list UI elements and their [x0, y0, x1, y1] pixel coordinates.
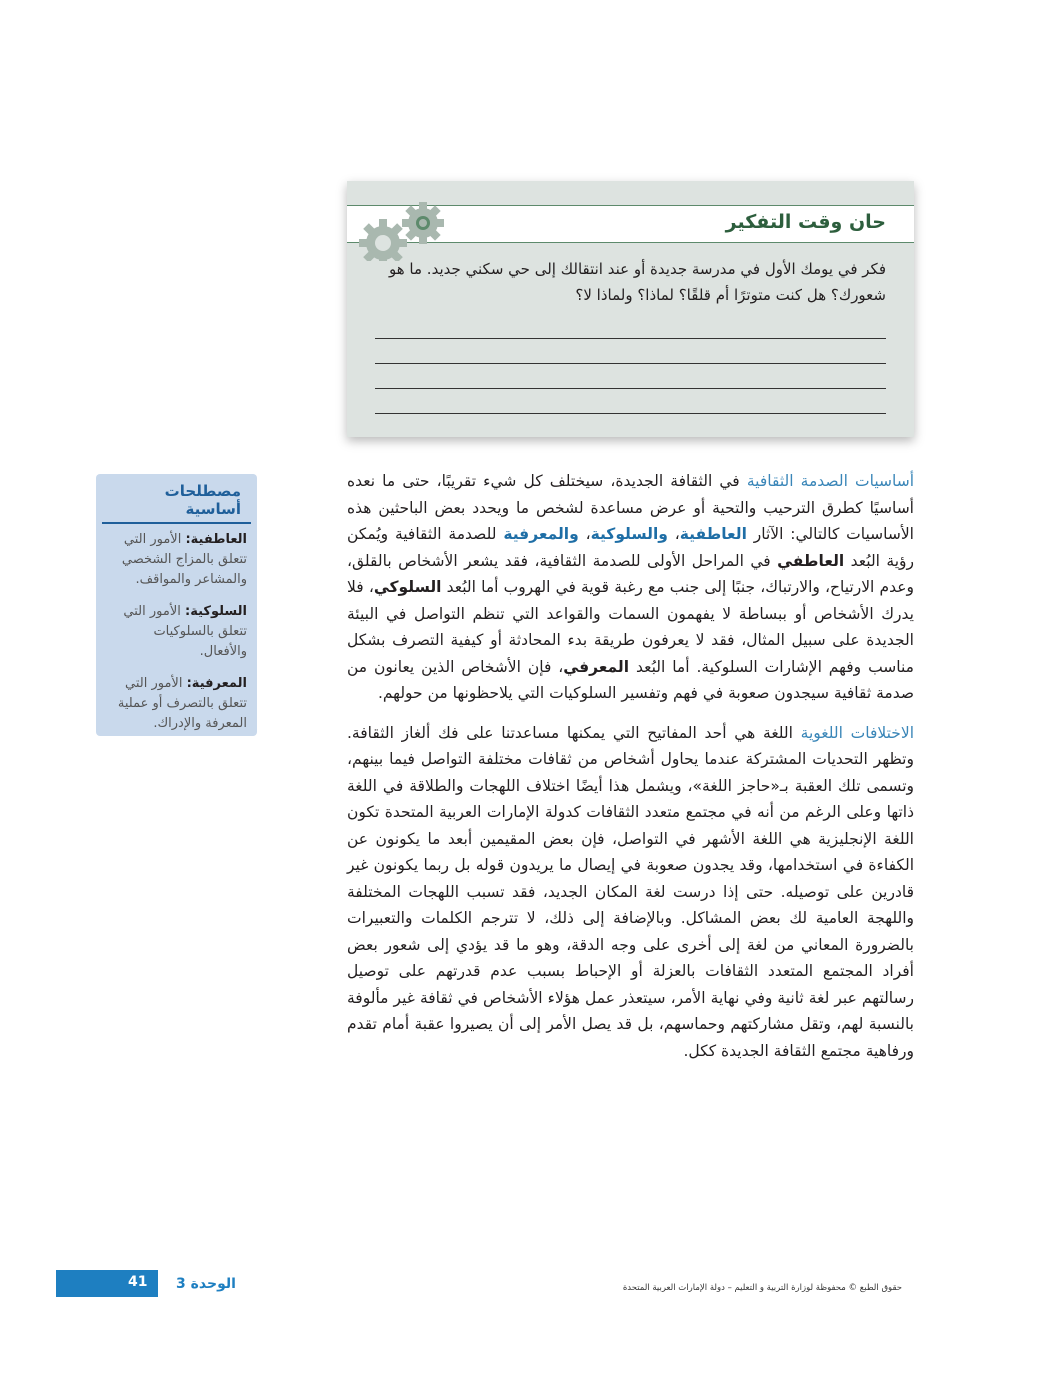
- term-cognitive: والمعرفية: [503, 525, 579, 543]
- term-emotional: العاطفية: [679, 525, 747, 543]
- glossary-item: المعرفية: الأمور التي تتعلق بالتصرف أو عملية المعرفة والإدراك.: [117, 676, 247, 731]
- page-number: 41: [128, 1274, 148, 1290]
- copyright-notice: حقوق الطبع © محفوظة لوزارة التربية و التعليم – دولة الإمارات العربية المتحدة: [622, 1283, 902, 1293]
- section-heading-language: الاختلافات اللغوية: [800, 723, 915, 742]
- glossary-item: السلوكية: الأمور التي تتعلق بالسلوكيات والأفعال.: [123, 604, 247, 659]
- term-behavioral: والسلوكية: [590, 525, 668, 543]
- paragraph-culture-shock: أساسيات الصدمة الثقافية في الثقافة الجديدة، سيختلف كل شيء تقريبًا، حتى ما نعده أساسيًا كطرق الترحيب والتحية أو عرض مساعدة لشخص ما ويحدد بعض الباحثين هذه الأساسيات كالتالي: الآثار العاطفية، والسلوكية، والمعرفية للصدمة الثقافية ويُمكن رؤية البُعد العاطفي في المراحل الأولى للصدمة الثقافية، فقد يشعر الأشخاص بالقلق، وعدم الارتياح، والارتباك، جنبًا إلى جنب مع رغبة قوية في الهروب أما البُعد السلوكي، فلا يدرك الأشخاص أو ببساطة لا يفهمون السمات والقواعد التي تنظم التواصل في البيئة الجديدة على سبيل المثال، فقد لا يعرفون طريقة بدء المحادثة أو كيفية التصرف بشكل مناسب وفهم الإشارات السلوكية. أما البُعد المعرفي، فإن الأشخاص الذين يعانون من صدمة ثقافية سيجدون صعوبة في فهم وتفسير السلوكيات التي يلاحظونها من حولهم.: [347, 472, 914, 702]
- main-text: [347, 468, 914, 1077]
- thinking-box-title: حان وقت التفكير: [725, 211, 886, 233]
- thinking-box: [347, 181, 914, 437]
- key-terms-title: مصطلحات أساسية: [102, 474, 251, 524]
- key-terms-sidebar: [96, 474, 257, 736]
- paragraph-language-differences: الاختلافات اللغوية اللغة هي أحد المفاتيح التي يمكنها مساعدتنا على فك ألغاز الثقافة. وتظهر التحديات المشتركة عندما يحاول أشخاص من ثقافات مختلفة التواصل فيما بينهم، وتسمى تلك العقبة بـ«حاجز اللغة»، ويشمل هذا أيضًا اختلاف اللهجات والطلاقة في اللغة ذاتها وعلى الرغم من أنه في مجتمع متعدد الثقافات كدولة الإمارات العربية المتحدة تكون اللغة الإنجليزية هي اللغة الأشهر في التواصل، فإن بعض المقيمين أبعد ما يكونون عن الكفاءة في استخدامها، وقد يجدون صعوبة في إيصال ما يريدون قوله بل ربما يكونون غير قادرين على توصيله. حتى إذا درست لغة المكان الجديد، فقد تسبب اللهجات المختلفة واللهجة العامية لك بعض المشاكل. وبالإضافة إلى ذلك، لا تترجم الكلمات والتعبيرات بالضرورة المعاني من لغة إلى أخرى على وجه الدقة، وهو ما قد يؤدي إلى شعور بعض أفراد المجتمع المتعدد الثقافات بالعزلة أو الإحباط بسبب عدم قدرتهم على توصيل رسالتهم عبر لغة ثانية وفي نهاية الأمر، سيتعذر عمل هؤلاء الأشخاص في ثقافة غير مألوفة بالنسبة لهم، وتقل مشاركتهم وحماسهم، بل قد يصل الأمر إلى أن يصيروا عقبة أمام تقدم ورفاهية مجتمع الثقافة الجديدة ككل.: [347, 723, 915, 1060]
- answer-line[interactable]: [375, 338, 886, 339]
- answer-line[interactable]: [375, 413, 886, 414]
- answer-line[interactable]: [375, 363, 886, 364]
- unit-label: الوحدة 3: [176, 1276, 236, 1292]
- glossary-item: العاطفية: الأمور التي تتعلق بالمزاج الشخصي والمشاعر والمواقف.: [121, 532, 247, 587]
- gears-icon: [353, 191, 449, 261]
- thinking-question: فكر في يومك الأول في مدرسة جديدة أو عند انتقالك إلى حي سكني جديد. ما هو شعورك؟ هل كنت متوترًا أم قلقًا؟ لماذا؟ ولماذا لا؟: [389, 260, 886, 304]
- section-heading-culture-shock: أساسيات الصدمة الثقافية: [746, 472, 914, 490]
- answer-line[interactable]: [375, 388, 886, 389]
